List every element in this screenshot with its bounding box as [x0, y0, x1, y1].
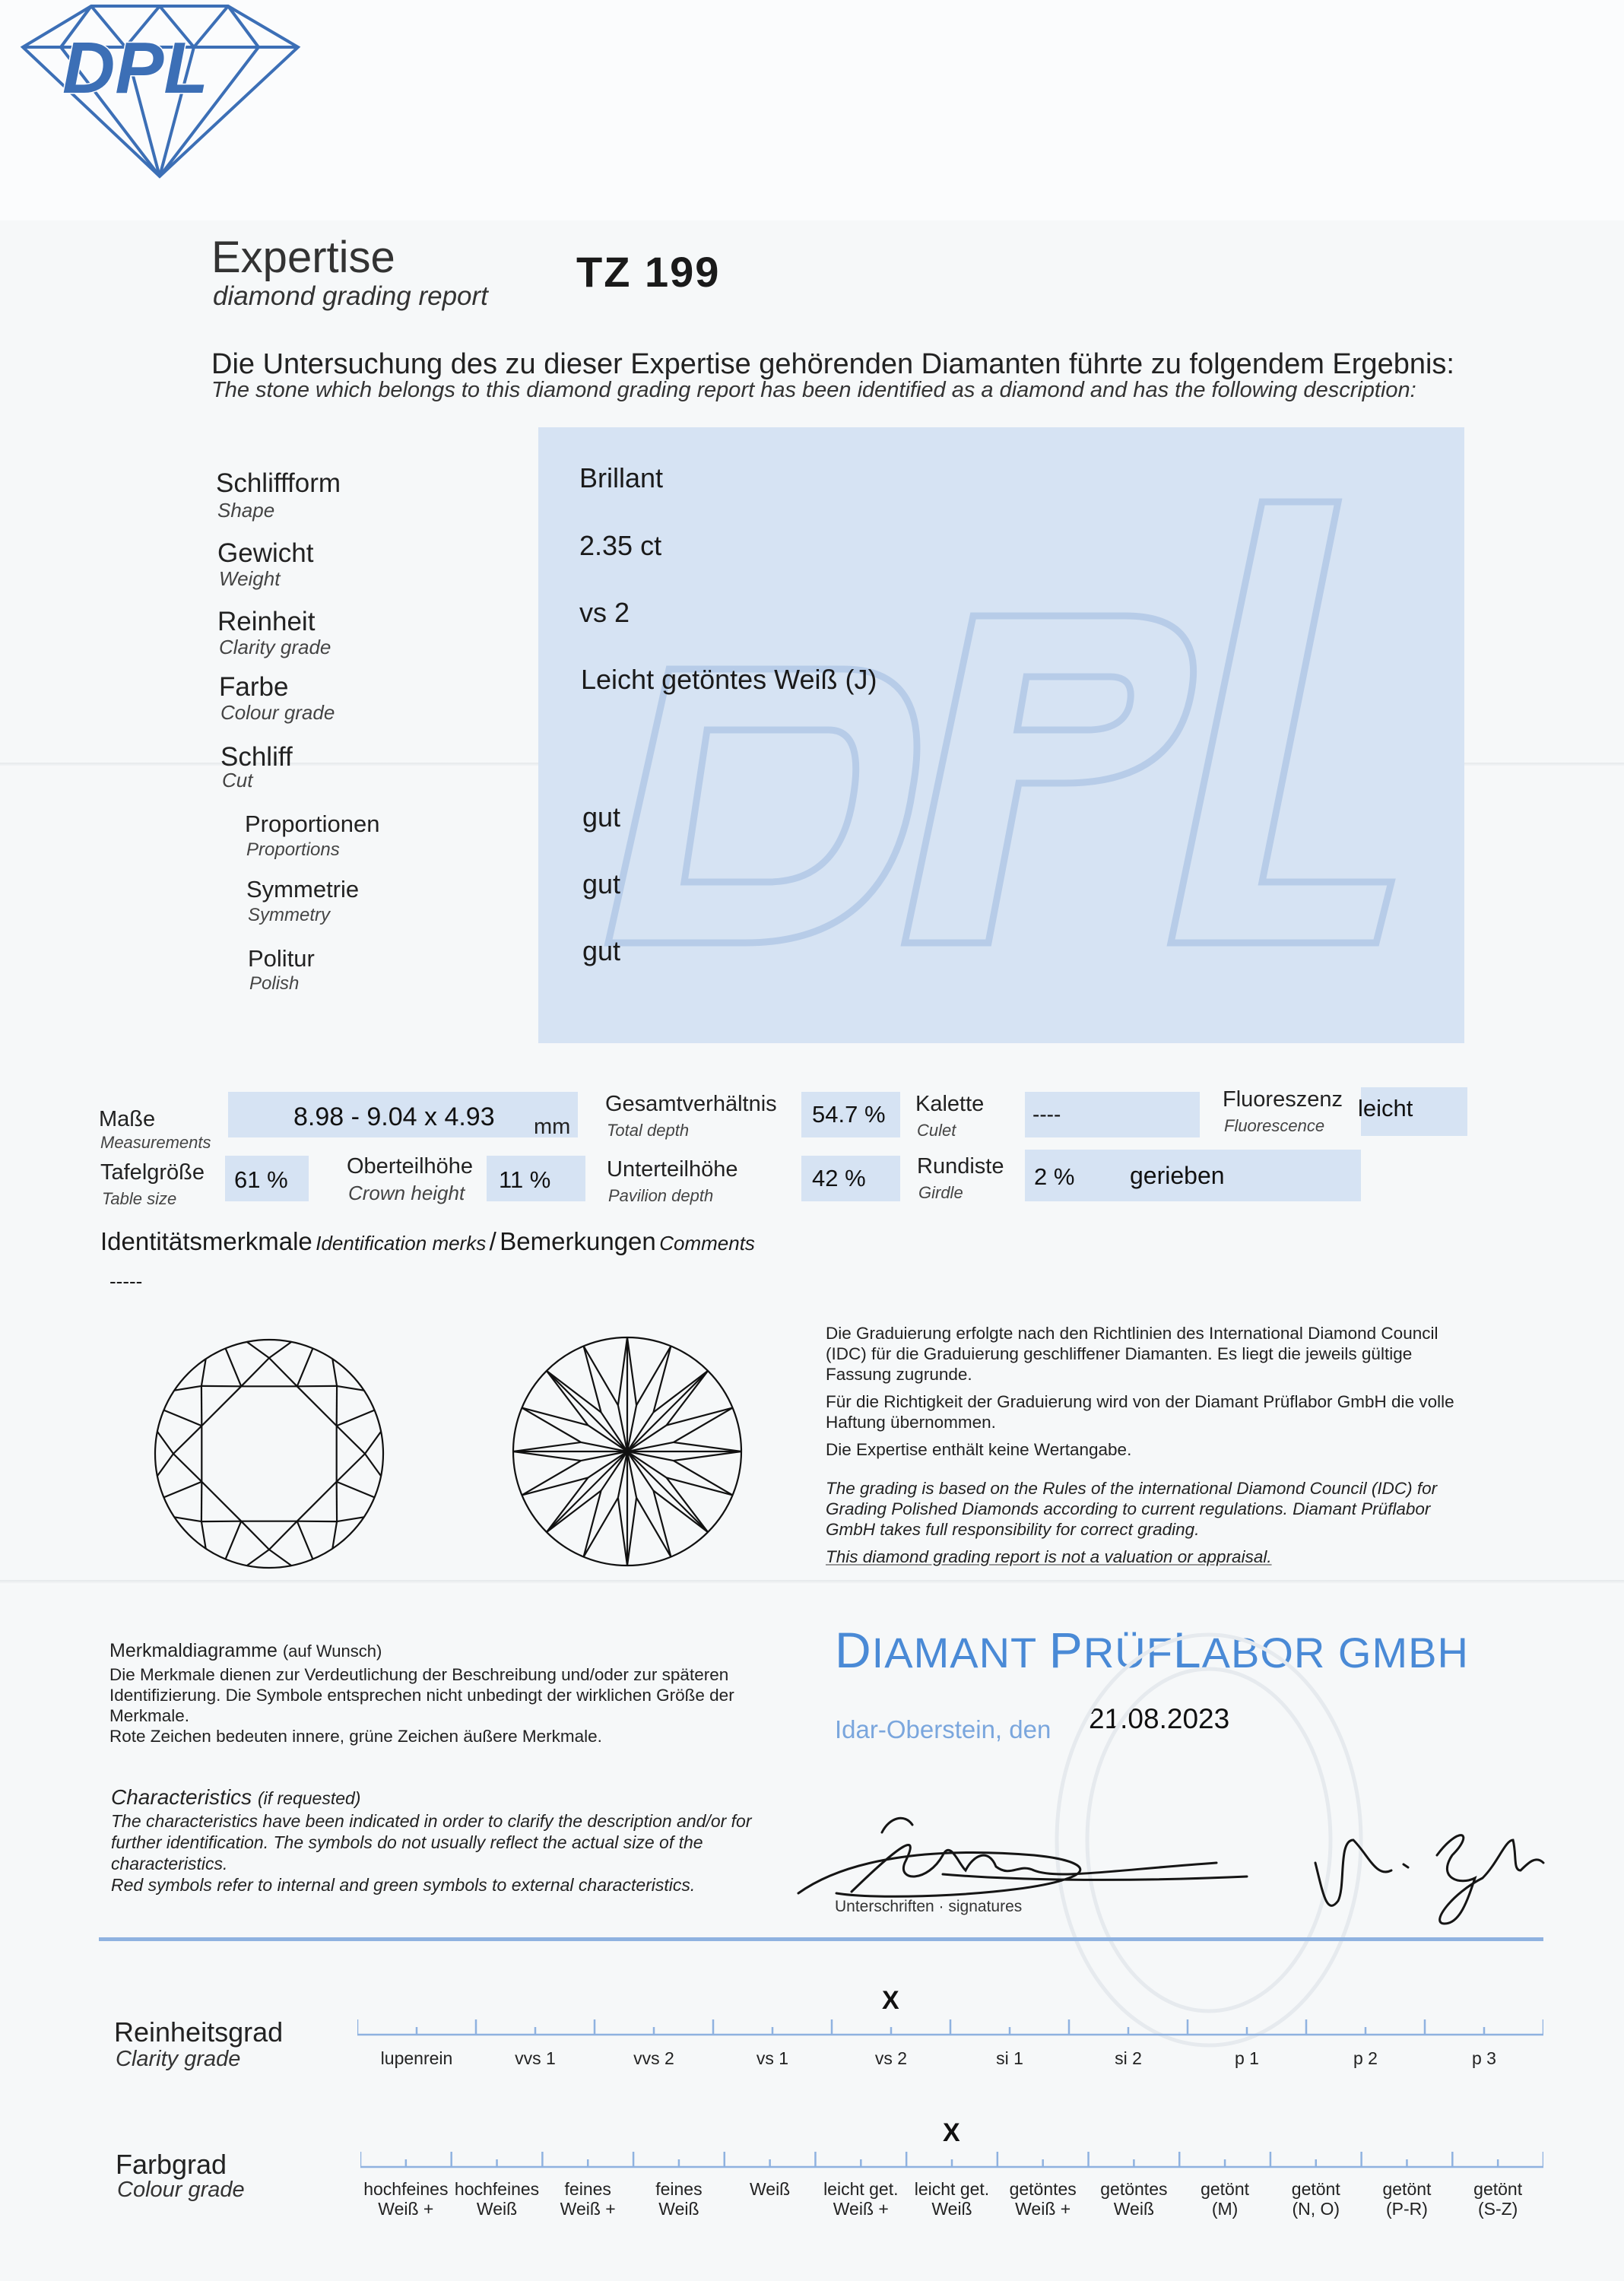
scale-grade-line: getönt: [1382, 2179, 1432, 2199]
note-en-2: This diamond grading report is not a valuation or appraisal.: [826, 1547, 1272, 1566]
char-en-2: Red symbols refer to internal and green symbols to external characteristics.: [111, 1875, 696, 1895]
char-title-de: Merkmaldiagramme: [109, 1640, 278, 1661]
fold-line: [0, 1580, 1624, 1585]
scale-grade: [360, 2179, 452, 2219]
characteristics-en: [111, 1787, 788, 1896]
cut-label-en: Cut: [222, 769, 253, 792]
symmetry-label: Symmetrie: [246, 876, 360, 903]
company-name-part: IAMANT: [871, 1629, 1049, 1677]
fluorescence-value: leicht: [1358, 1095, 1413, 1121]
characteristics-de: [109, 1641, 786, 1746]
identification-en: Identification merks: [316, 1232, 487, 1255]
scale-grade: lupenrein: [380, 2048, 453, 2068]
scale-grade: [452, 2179, 543, 2219]
crown-height-value: 11 %: [499, 1166, 551, 1193]
note-de-3: Die Expertise enthält keine Wertangabe.: [826, 1440, 1132, 1459]
scale-grade-line: Weiß +: [560, 2199, 616, 2219]
shape-label-en: Shape: [217, 499, 275, 522]
scale-grade-line: leicht get.: [823, 2179, 899, 2199]
char-title-en-note: (if requested): [257, 1788, 361, 1808]
colour-scale-axis: [360, 2144, 1543, 2175]
company-name-part: P: [1048, 1622, 1083, 1678]
symmetry-value: gut: [582, 868, 621, 899]
scale-grade-line: Weiß: [1113, 2199, 1154, 2219]
polish-label: Politur: [248, 945, 315, 972]
scale-grade-line: getönt: [1291, 2179, 1340, 2199]
logo-text: DPL: [62, 27, 208, 109]
total-depth-value: 54.7 %: [812, 1101, 886, 1128]
identification-heading: [100, 1227, 755, 1256]
proportions-label-en: Proportions: [246, 839, 340, 860]
weight-label-en: Weight: [219, 567, 281, 590]
shape-label: Schliffform: [216, 468, 341, 498]
note-en-1: The grading is based on the Rules of the international Diamond Council (IDC) for Grading Polished Diamonds according to current regulations. Diamant Prüflabor GmbH takes full responsibility for correct grading.: [826, 1479, 1438, 1539]
scale-grade-line: feines: [655, 2179, 703, 2199]
company-name-part: L: [1172, 1622, 1202, 1678]
measurements-value: 8.98 - 9.04 x 4.93: [293, 1102, 495, 1131]
total-depth-label: Gesamtverhältnis: [605, 1092, 777, 1116]
company-name-part: D: [835, 1622, 872, 1678]
proportions-value: gut: [582, 801, 621, 833]
clarity-label: Reinheit: [217, 607, 316, 636]
scale-grade: [815, 2179, 906, 2219]
divider-rule: [99, 1937, 1543, 1941]
scale-grade-line: Weiß +: [833, 2199, 889, 2219]
scale-grade: vs 2: [874, 2048, 908, 2068]
scale-grade-line: getöntes: [1100, 2179, 1168, 2199]
clarity-scale-label-en: Clarity grade: [116, 2047, 241, 2071]
scale-grade: si 1: [996, 2048, 1023, 2068]
fluorescence-label: Fluoreszenz: [1223, 1087, 1343, 1112]
total-depth-label-en: Total depth: [607, 1121, 690, 1140]
identification-value: -----: [109, 1270, 143, 1293]
scale-grade-line: Weiß: [931, 2199, 972, 2219]
scale-grade: [1089, 2179, 1180, 2219]
note-de-2: Für die Richtigkeit der Graduierung wird von der Diamant Prüflabor GmbH die volle Haftung übernommen.: [826, 1392, 1454, 1432]
colour-label-en: Colour grade: [220, 701, 335, 724]
proportions-label: Proportionen: [245, 811, 380, 837]
scale-grade: vvs 1: [515, 2048, 556, 2068]
scale-grade-line: getöntes: [1009, 2179, 1077, 2199]
dpl-logo: [15, 0, 304, 182]
cut-label: Schliff: [220, 742, 293, 772]
pavilion-depth-value: 42 %: [812, 1165, 866, 1191]
char-de-1: Die Merkmale dienen zur Verdeutlichung der Beschreibung und/oder zur späteren Identifizierung. Die Symbole entsprechen nicht unbedingt der wirklichen Größe der Merkmale.: [109, 1665, 734, 1725]
scale-grade: [998, 2179, 1089, 2219]
scale-grade: p 1: [1235, 2048, 1259, 2068]
pavilion-view-diagram: [509, 1334, 745, 1569]
scale-grade: p 2: [1353, 2048, 1378, 2068]
culet-label: Kalette: [915, 1092, 985, 1116]
issue-date: 21.08.2023: [1089, 1703, 1230, 1734]
scale-grade-line: (N, O): [1292, 2199, 1340, 2219]
report-subtitle: diamond grading report: [213, 281, 488, 311]
company-name-part: RÜF: [1083, 1629, 1173, 1677]
colour-scale: [360, 2144, 1543, 2175]
report-number: TZ 199: [576, 248, 721, 296]
scale-grade-line: Weiß +: [1015, 2199, 1071, 2219]
scale-grade: [1179, 2179, 1270, 2219]
girdle-finish: gerieben: [1130, 1162, 1225, 1189]
scale-grade-line: hochfeines: [363, 2179, 449, 2199]
scale-grade-line: Weiß +: [378, 2199, 434, 2219]
selected-grade-mark: X: [943, 2118, 960, 2147]
clarity-scale-axis: [357, 2012, 1543, 2042]
colour-value: Leicht getöntes Weiß (J): [581, 664, 877, 695]
scale-grade: [725, 2179, 816, 2219]
clarity-scale: [357, 2012, 1543, 2042]
symmetry-label-en: Symmetry: [248, 905, 330, 925]
note-de-1: Die Graduierung erfolgte nach den Richtlinien des International Diamond Council (IDC) für die Graduierung geschliffener Diamanten. Es liegt die jeweils gültige Fassung zugrunde.: [826, 1324, 1438, 1384]
selected-grade-mark: X: [882, 1986, 899, 2015]
crown-height-label-en: Crown height: [348, 1182, 465, 1204]
intro-en: The stone which belongs to this diamond grading report has been identified as a diamond and has the following description:: [211, 378, 1416, 402]
table-size-value: 61 %: [234, 1166, 288, 1193]
table-size-label: Tafelgröße: [100, 1160, 205, 1185]
polish-label-en: Polish: [249, 973, 300, 994]
culet-label-en: Culet: [917, 1121, 956, 1140]
scale-grade-line: getönt: [1201, 2179, 1250, 2199]
scale-grade-line: [725, 2199, 816, 2219]
intro-de: Die Untersuchung des zu dieser Expertise gehörenden Diamanten führte zu folgendem Ergebnis:: [211, 348, 1454, 380]
colour-scale-label: Farbgrad: [116, 2149, 227, 2180]
scale-grade: [1362, 2179, 1453, 2219]
clarity-value: vs 2: [579, 597, 630, 628]
dpl-watermark: [578, 487, 1414, 958]
scale-grade: si 2: [1115, 2048, 1142, 2068]
crown-view-diagram: [151, 1335, 388, 1572]
scale-grade-line: Weiß: [749, 2179, 791, 2199]
scale-grade: vvs 2: [633, 2048, 674, 2068]
weight-value: 2.35 ct: [579, 530, 662, 561]
colour-scale-label-en: Colour grade: [117, 2178, 245, 2202]
colour-label: Farbe: [219, 672, 289, 702]
pavilion-depth-label: Unterteilhöhe: [607, 1157, 738, 1182]
girdle-label: Rundiste: [917, 1154, 1004, 1179]
scale-grade: vs 1: [756, 2048, 789, 2068]
scale-grade-line: Weiß: [658, 2199, 699, 2219]
scale-grade: [633, 2179, 725, 2219]
scale-grade-line: leicht get.: [914, 2179, 990, 2199]
comments-de: Bemerkungen: [500, 1227, 656, 1255]
measurements-label: Maße: [99, 1107, 156, 1131]
place-label: Idar-Oberstein, den: [835, 1715, 1051, 1743]
clarity-scale-label: Reinheitsgrad: [114, 2016, 284, 2048]
company-name-part: ABOR GMBH: [1201, 1629, 1469, 1677]
table-size-label-en: Table size: [102, 1189, 177, 1208]
char-title-en: Characteristics: [111, 1785, 252, 1809]
pavilion-depth-label-en: Pavilion depth: [608, 1186, 714, 1205]
polish-value: gut: [582, 935, 621, 966]
crown-height-label: Oberteilhöhe: [347, 1154, 474, 1179]
fluorescence-label-en: Fluorescence: [1224, 1116, 1325, 1135]
report-title: Expertise: [211, 233, 395, 282]
culet-value: ----: [1032, 1102, 1061, 1126]
char-title-de-note: (auf Wunsch): [282, 1642, 382, 1661]
shape-value: Brillant: [579, 462, 664, 493]
measurements-label-en: Measurements: [100, 1133, 211, 1152]
scale-grade: [906, 2179, 998, 2219]
scale-grade-line: (M): [1211, 2199, 1239, 2219]
scale-grade: [1270, 2179, 1362, 2219]
char-de-2: Rote Zeichen bedeuten innere, grüne Zeichen äußere Merkmale.: [109, 1727, 602, 1746]
scale-grade-line: (S-Z): [1477, 2199, 1518, 2219]
scale-grade-line: hochfeines: [454, 2179, 540, 2199]
girdle-label-en: Girdle: [918, 1183, 963, 1202]
measurements-unit: mm: [534, 1115, 571, 1139]
scale-grade-line: feines: [564, 2179, 611, 2199]
scale-grade: [542, 2179, 633, 2219]
weight-label: Gewicht: [217, 538, 314, 568]
signatures-label: Unterschriften · signatures: [835, 1898, 1023, 1915]
identification-sep: /: [489, 1227, 496, 1255]
scale-grade-line: getönt: [1473, 2179, 1523, 2199]
clarity-label-en: Clarity grade: [219, 636, 331, 658]
char-en-1: The characteristics have been indicated in order to clarify the description and/or for further identification. The symbols do not usually reflect the actual size of the characteristics.: [111, 1811, 752, 1873]
grading-notes: [826, 1323, 1472, 1574]
scale-grade-line: Weiß: [476, 2199, 518, 2219]
scale-grade: p 3: [1472, 2048, 1496, 2068]
comments-en: Comments: [659, 1232, 755, 1255]
girdle-value: 2 %: [1034, 1163, 1075, 1190]
scale-grade: [1452, 2179, 1543, 2219]
identification-de: Identitätsmerkmale: [100, 1227, 312, 1255]
scale-grade-line: (P-R): [1385, 2199, 1428, 2219]
